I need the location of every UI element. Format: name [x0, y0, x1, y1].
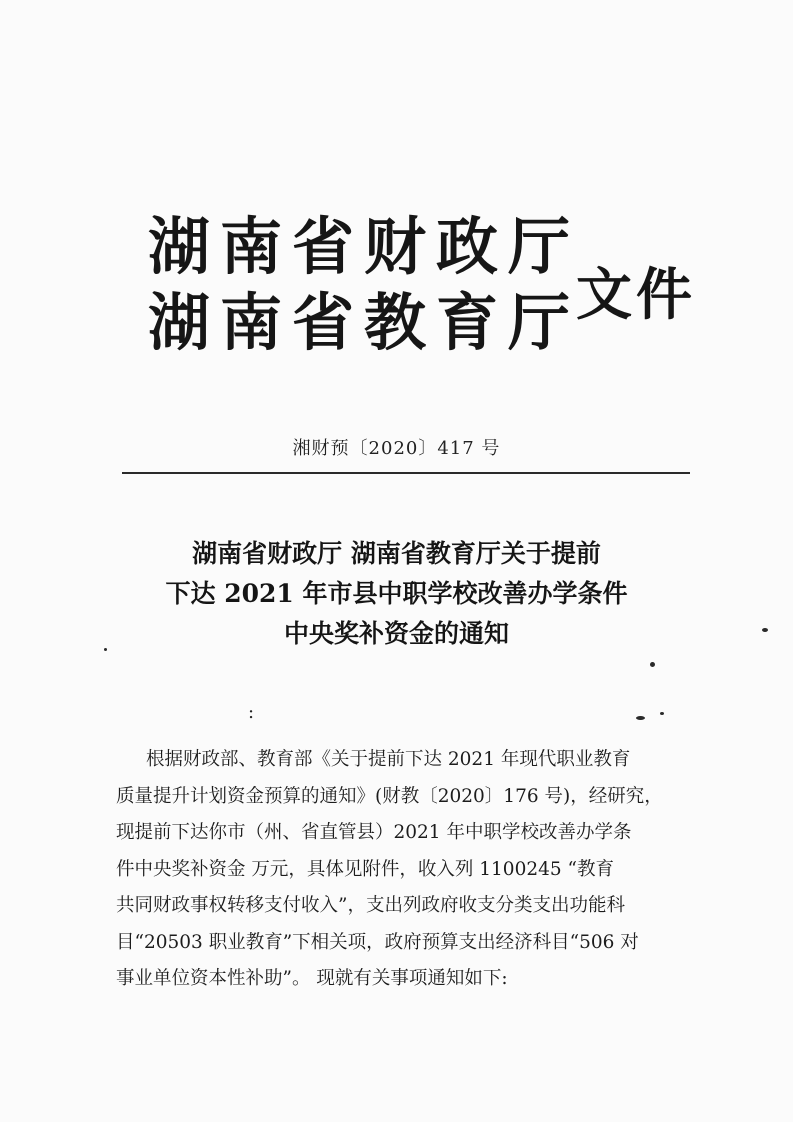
title-line-2: 下达 2021 年市县中职学校改善办学条件 [165, 579, 628, 608]
document-title [0, 534, 793, 654]
body-line: 质量提升计划资金预算的通知》(财教〔2020〕176 号)，经研究， [116, 785, 663, 807]
body-line: 事业单位资本性补助”。 现就有关事项通知如下: [116, 968, 508, 989]
body-line: 目“20503 职业教育”下相关项，政府预算支出经济科目“506 对 [116, 931, 639, 953]
body-paragraph [116, 742, 700, 998]
scan-speck [104, 648, 107, 651]
scan-speck [762, 628, 768, 632]
body-line: 现提前下达你市（州、省直管县）2021 年中职学校改善办学条 [116, 822, 632, 843]
body-line: 根据财政部、教育部《关于提前下达 2021 年现代职业教育 [146, 749, 631, 770]
issuer-name-education: 湖南省教育厅 [148, 286, 581, 359]
header-divider [122, 472, 690, 474]
title-line-3: 中央奖补资金的通知 [283, 619, 509, 648]
recipient-line: : [248, 702, 255, 723]
document-header [148, 212, 708, 372]
scan-speck [636, 716, 645, 720]
issuer-name-finance: 湖南省财政厅 [148, 210, 581, 283]
header-suffix: 文件 [576, 263, 696, 328]
body-line: 件中央奖补资金 万元，具体见附件，收入列 1100245 “教育 [116, 858, 614, 880]
scan-speck [650, 662, 655, 667]
body-line: 共同财政事权转移支付收入”，支出列政府收支分类支出功能科 [116, 895, 625, 916]
document-number: 湘财预〔2020〕417 号 [292, 438, 501, 459]
scan-speck [660, 712, 664, 715]
title-line-1: 湖南省财政厅 湖南省教育厅关于提前 [192, 539, 601, 568]
